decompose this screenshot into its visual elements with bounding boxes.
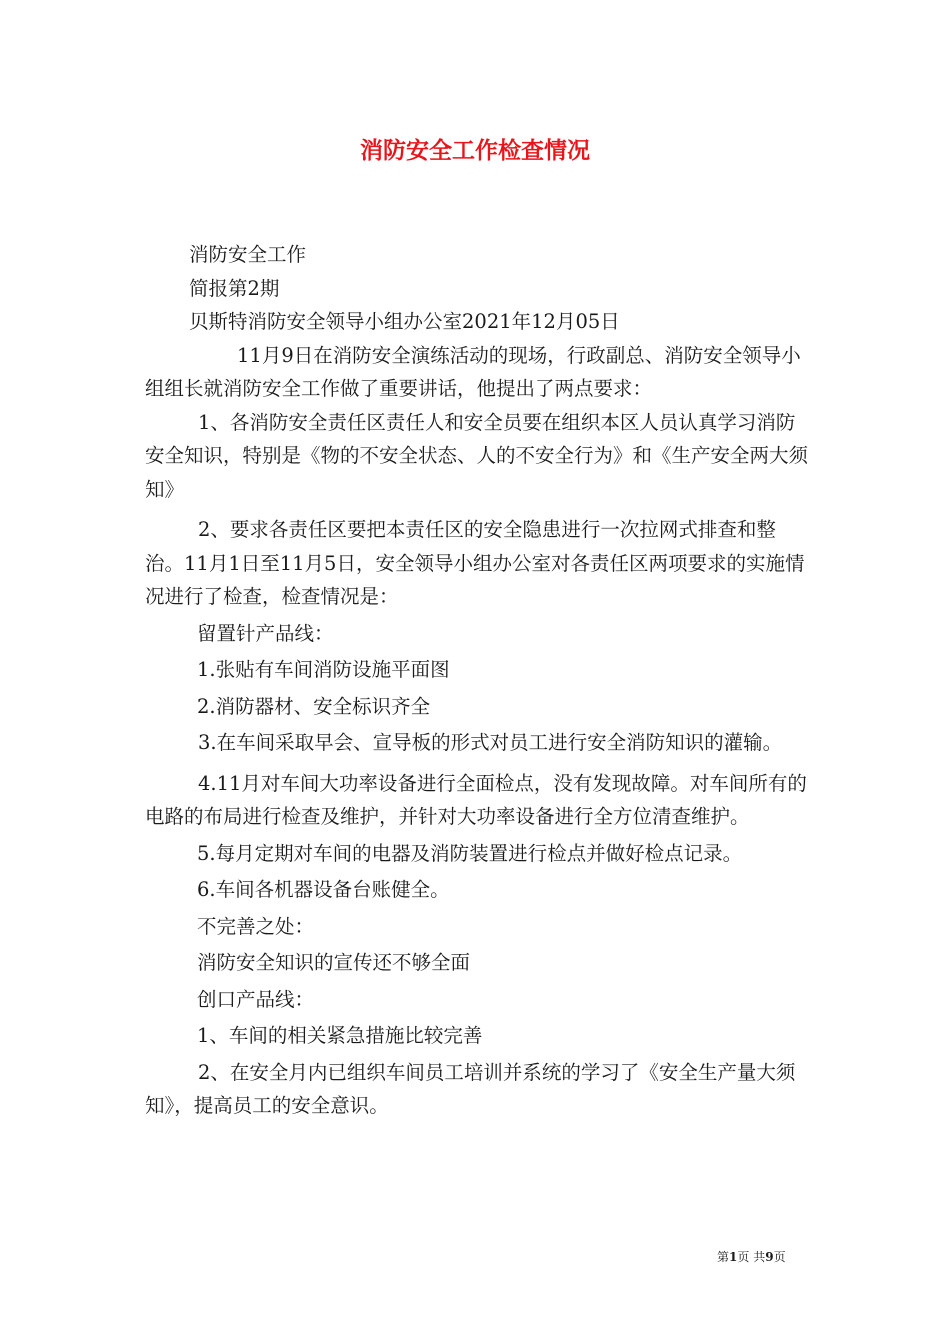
paragraph-line-1-item-2: 2.消防器材、安全标识齐全 [197, 694, 431, 718]
paragraph-line-1-item-3: 3.在车间采取早会、宣导板的形式对员工进行安全消防知识的灌输。 [198, 731, 783, 754]
paragraph-line-1-item-4: 4.11月对车间大功率设备进行全面检点，没有发现故障。对车间所有的电路的布局进行检查及维护，并针对大功率设备进行全方位清查维护。 [145, 771, 807, 828]
footer-prefix: 第 [717, 1250, 730, 1264]
paragraph-line-2-item-1: 1、车间的相关紧急措施比较完善 [197, 1024, 483, 1047]
paragraph-line-1-item-6: 6.车间各机器设备台账健全。 [197, 878, 450, 901]
paragraph-line-2-item-2: 2、在安全月内已组织车间员工培训并系统的学习了《安全生产量大须知》，提高员工的安全意识。 [145, 1060, 796, 1117]
paragraph-line-1-heading: 留置针产品线： [197, 621, 334, 645]
document-body [145, 238, 813, 1123]
paragraph-requirement-2: 2、要求各责任区要把本责任区的安全隐患进行一次拉网式排查和整治。11月1日至11月5日，安全领导小组办公室对各责任区两项要求的实施情况进行了检查，检查情况是： [145, 518, 805, 608]
page-footer [717, 1248, 786, 1265]
paragraph-shortcomings-heading: 不完善之处： [197, 914, 315, 938]
footer-total-pages: 9 [765, 1250, 774, 1264]
paragraph-requirement-1: 1、各消防安全责任区责任人和安全员要在组织本区人员认真学习消防安全知识，特别是《物的不安全状态、人的不安全行为》和《生产安全两大须知》 [145, 410, 809, 501]
paragraph-line-1-item-5: 5.每月定期对车间的电器及消防装置进行检点并做好检点记录。 [197, 841, 743, 865]
paragraph-heading: 消防安全工作 [189, 243, 307, 266]
paragraph-line-2-heading: 创口产品线： [197, 987, 315, 1011]
footer-current-page: 1 [729, 1250, 738, 1264]
document-title: 消防安全工作检查情况 [360, 137, 590, 164]
footer-suffix: 页 [773, 1250, 786, 1264]
paragraph-office-date: 贝斯特消防安全领导小组办公室2021年12月05日 [189, 310, 620, 333]
paragraph-line-1-item-1: 1.张贴有车间消防设施平面图 [197, 658, 450, 681]
paragraph-issue: 简报第2期 [189, 276, 280, 300]
paragraph-intro: 11月9日在消防安全演练活动的现场，行政副总、消防安全领导小组组长就消防安全工作做了重要讲话，他提出了两点要求： [145, 343, 801, 400]
paragraph-shortcomings-item: 消防安全知识的宣传还不够全面 [197, 951, 471, 974]
footer-middle: 页 共 [737, 1250, 766, 1264]
